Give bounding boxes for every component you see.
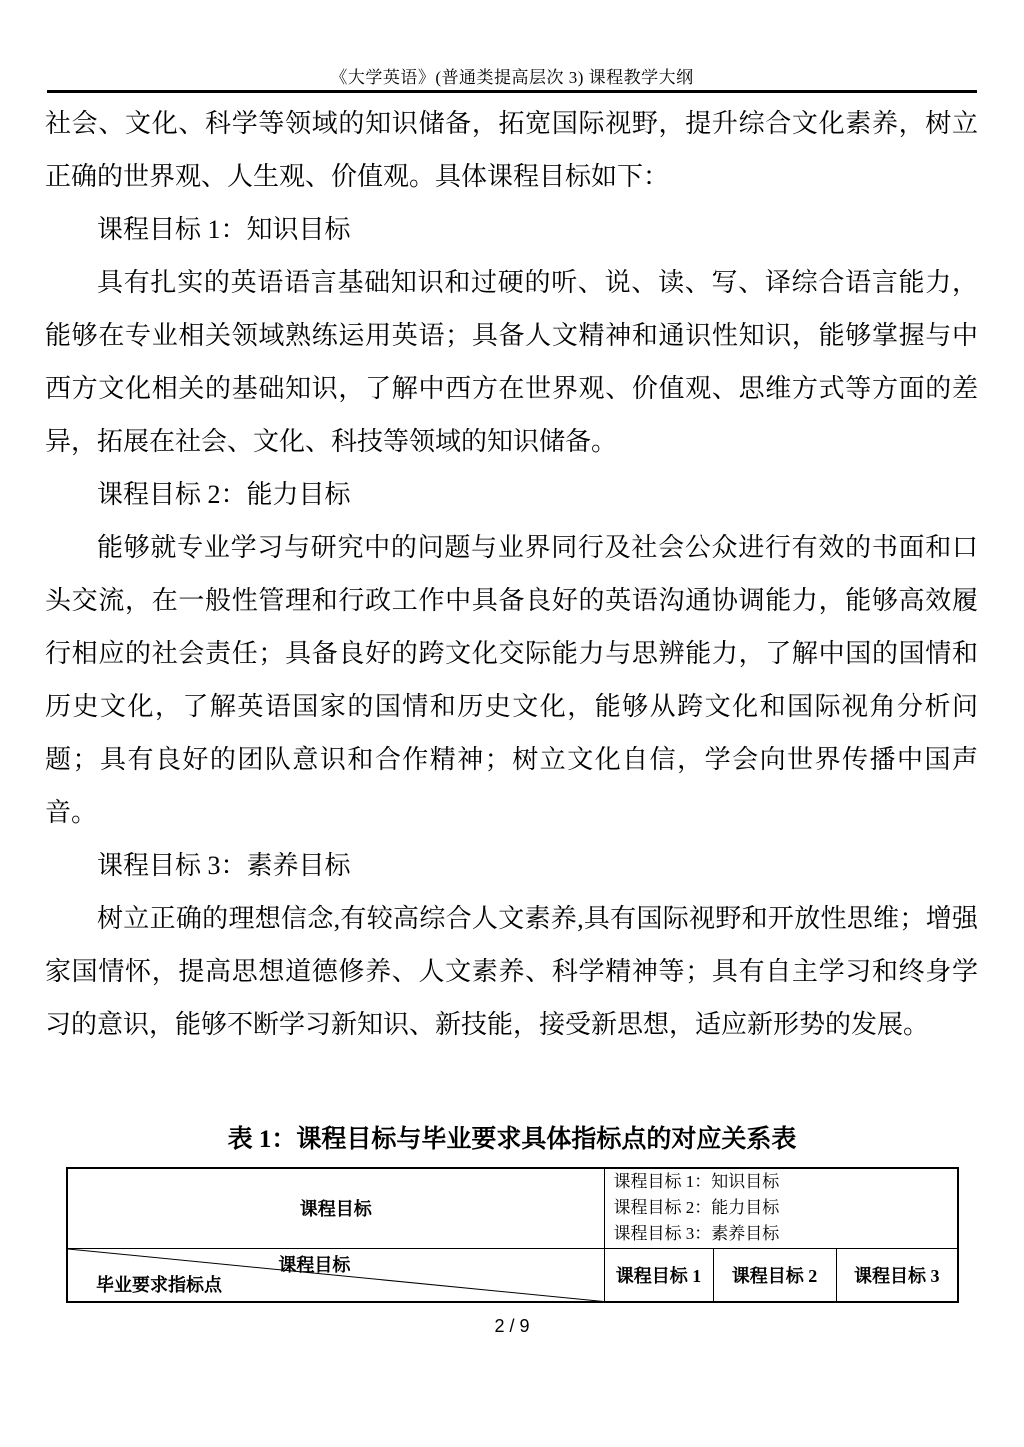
header-title: 《大学英语》(普通类提高层次 3) 课程教学大纲 — [330, 68, 694, 87]
body-paragraph-2: 课程目标 1：知识目标 — [97, 215, 351, 244]
table-title: 表 1：课程目标与毕业要求具体指标点的对应关系表 — [227, 1126, 797, 1153]
course-goal-mapping-table — [66, 1167, 959, 1303]
table-row — [67, 1248, 958, 1302]
body-paragraph-6: 课程目标 3：素养目标 — [97, 851, 351, 880]
goal-line-3: 课程目标 3：素养目标 — [613, 1224, 780, 1244]
diagonal-bottom-label: 毕业要求指标点 — [96, 1275, 222, 1295]
table-row — [67, 1168, 958, 1248]
body-paragraph-3: 具有扎实的英语语言基础知识和过硬的听、说、读、写、译综合语言能力，能够在专业相关领域熟练运用英语；具备人文精神和通识性知识，能够掌握与中西方文化相关的基础知识，了解中西方在世界观、价值观、思维方式等方面的差异，拓展在社会、文化、科技等领域的知识储备。 — [45, 268, 978, 456]
header-rule — [47, 90, 977, 93]
goal-column-2: 课程目标 2 — [713, 1248, 836, 1302]
goal-line-1: 课程目标 1：知识目标 — [613, 1172, 780, 1192]
body-paragraph-5: 能够就专业学习与研究中的问题与业界同行及社会公众进行有效的书面和口头交流，在一般性管理和行政工作中具备良好的英语沟通协调能力，能够高效履行相应的社会责任；具备良好的跨文化交际能力与思辨能力，了解中国的国情和历史文化，了解英语国家的国情和历史文化，能够从跨文化和国际视角分析问题；具有良好的团队意识和合作精神；树立文化自信，学会向世界传播中国声音。 — [45, 533, 978, 827]
body-paragraph-7: 树立正确的理想信念,有较高综合人文素养,具有国际视野和开放性思维；增强家国情怀，提高思想道德修养、人文素养、科学精神等；具有自主学习和终身学习的意识，能够不断学习新知识、新技能，接受新思想，适应新形势的发展。 — [45, 904, 978, 1039]
document-body — [45, 97, 978, 1051]
diagonal-top-label: 课程目标 — [278, 1254, 351, 1275]
goal-column-1: 课程目标 1 — [604, 1248, 713, 1302]
course-goal-header-cell: 课程目标 — [67, 1168, 604, 1248]
body-paragraph-4: 课程目标 2：能力目标 — [97, 480, 351, 509]
course-goal-list-cell — [604, 1168, 958, 1248]
diagonal-header-cell — [67, 1248, 604, 1302]
goal-column-3: 课程目标 3 — [836, 1248, 958, 1302]
body-paragraph-1: 社会、文化、科学等领域的知识储备，拓宽国际视野，提升综合文化素养，树立正确的世界观、人生观、价值观。具体课程目标如下： — [45, 109, 978, 191]
goal-line-2: 课程目标 2：能力目标 — [613, 1198, 780, 1218]
page-number: 2 / 9 — [494, 1316, 530, 1336]
